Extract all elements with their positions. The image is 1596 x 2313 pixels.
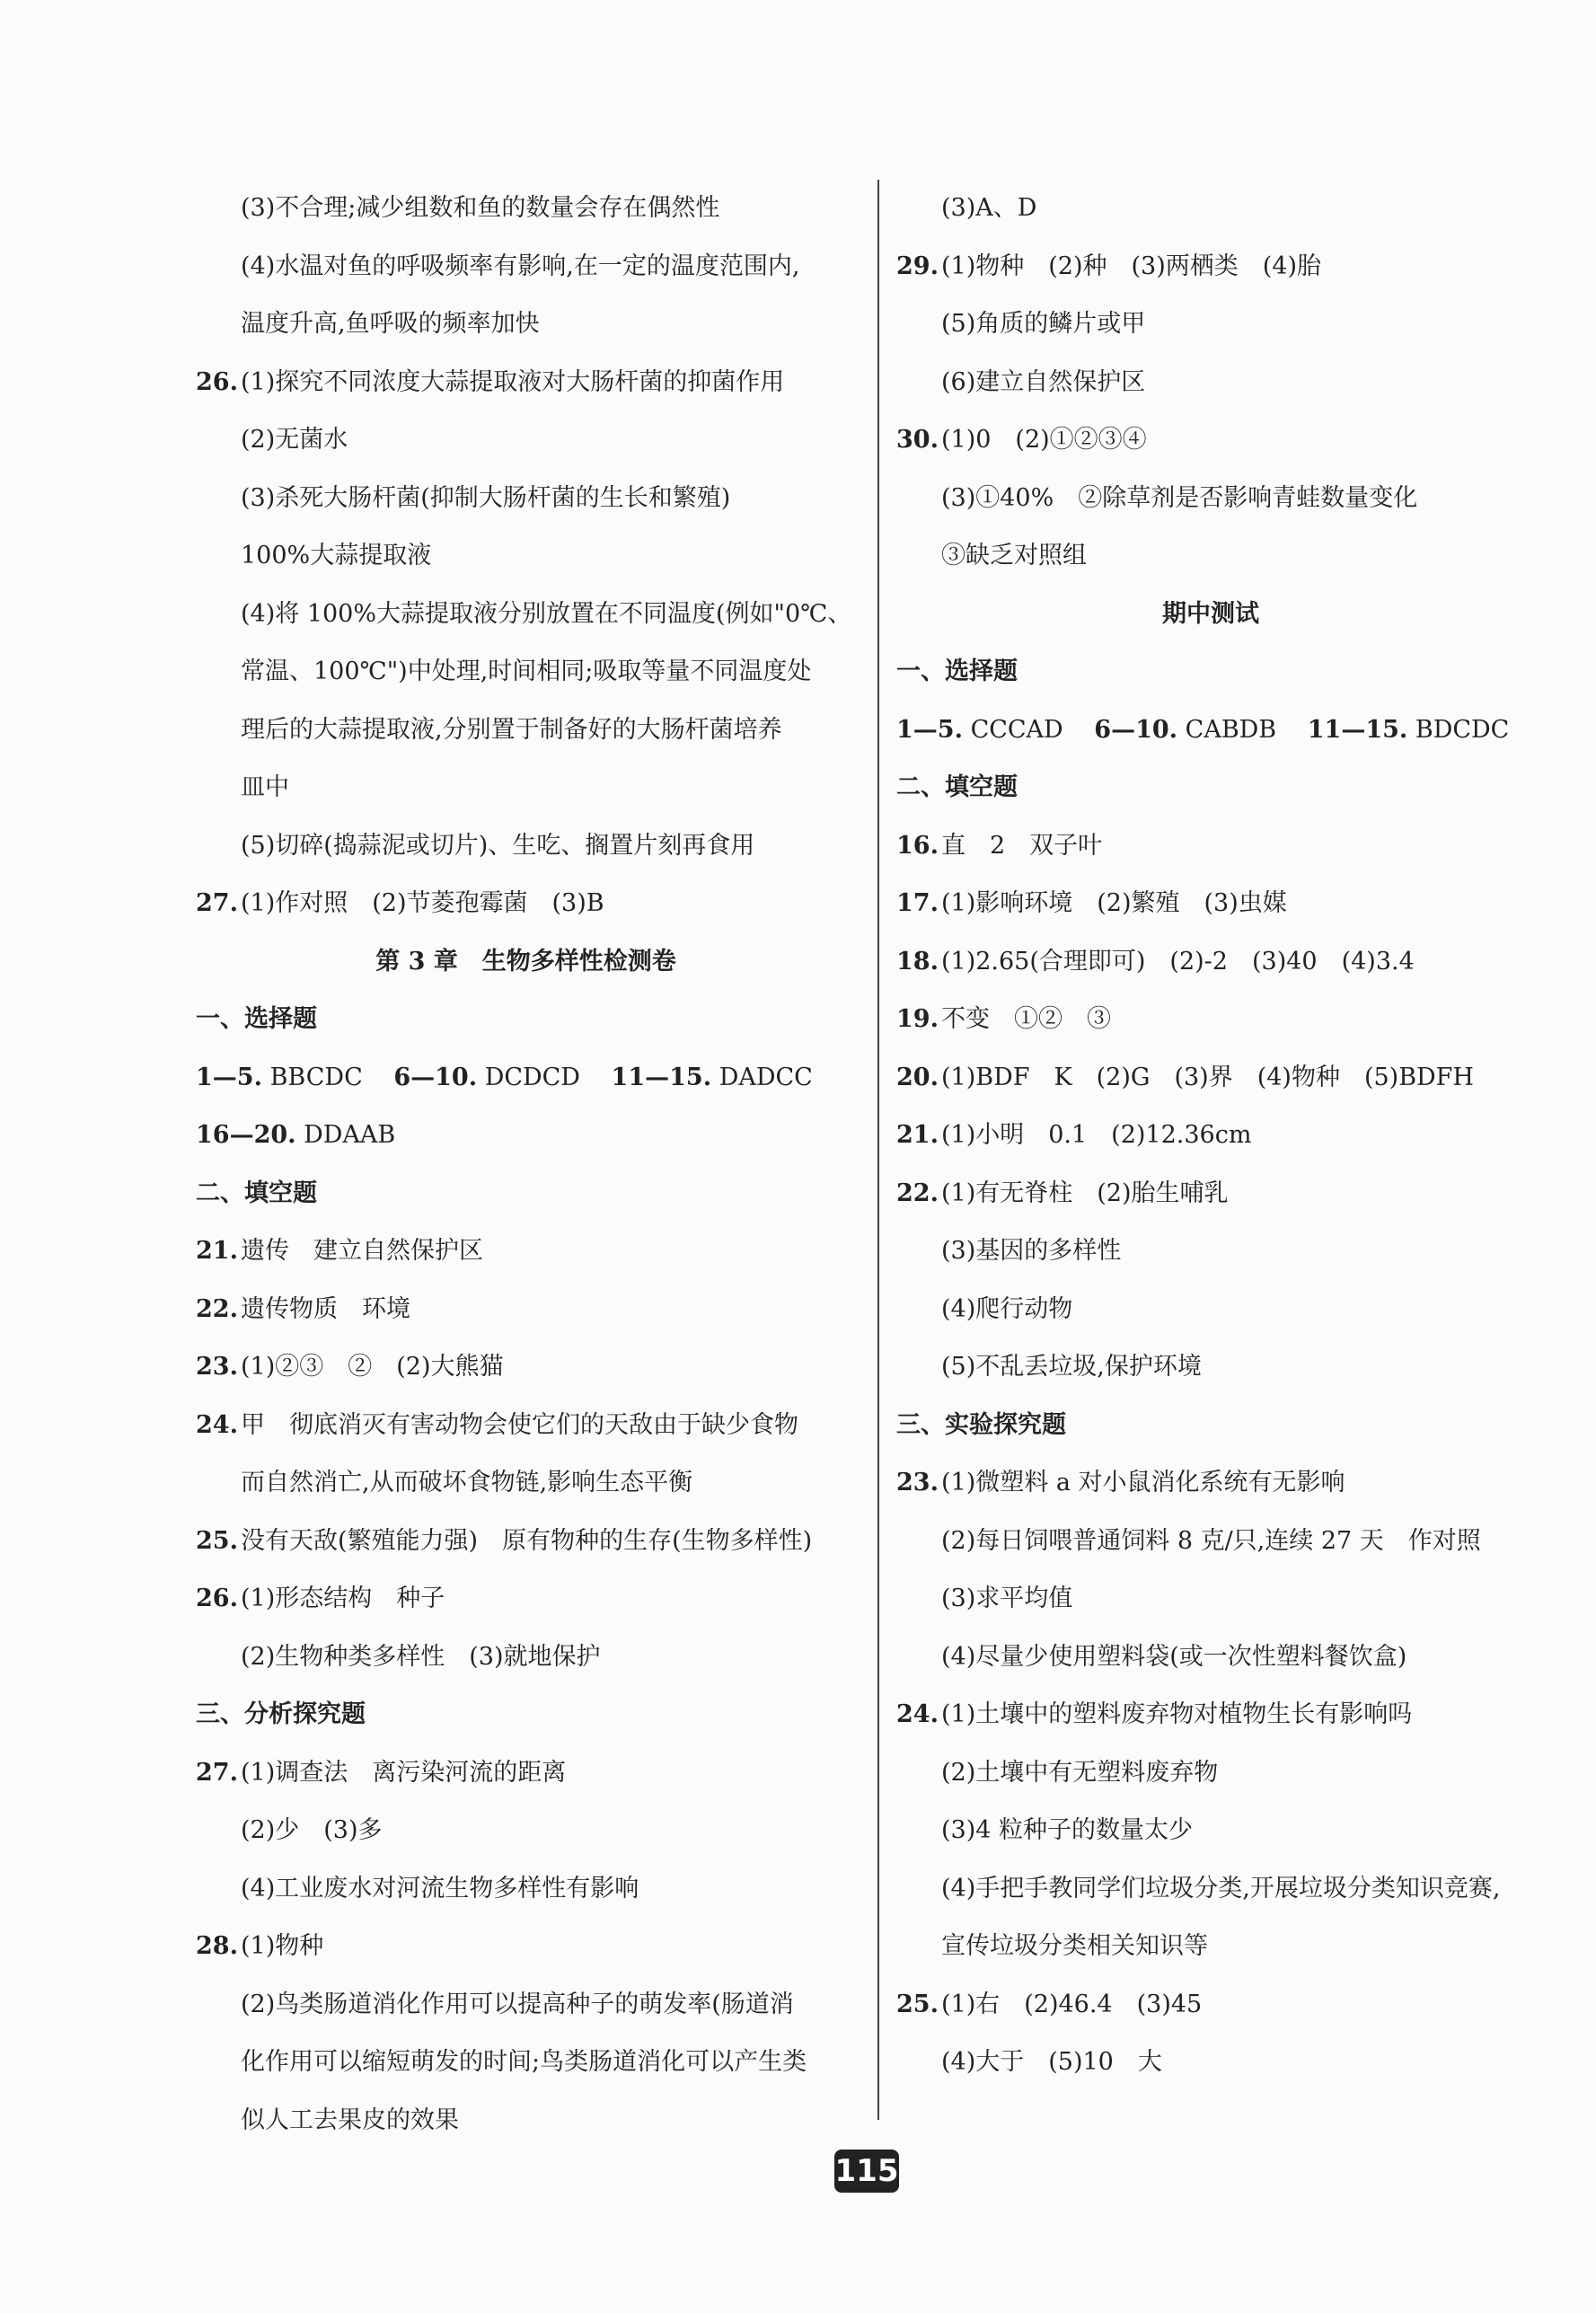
answer-16 bbox=[896, 817, 1525, 876]
answer-text: (1)物种 bbox=[241, 1932, 324, 1960]
question-number: 24. bbox=[196, 1410, 238, 1439]
answer-18 bbox=[896, 933, 1525, 992]
answer-text: (1)调查法 离污染河流的距离 bbox=[241, 1758, 567, 1787]
right-column bbox=[896, 180, 1525, 2092]
answer-23 bbox=[196, 1338, 856, 1397]
answer-text: 遗传物质 环境 bbox=[241, 1294, 410, 1323]
choice-values: BDCDC bbox=[1415, 715, 1510, 744]
answer-line: 理后的大蒜提取液,分别置于制备好的大肠杆菌培养 bbox=[241, 715, 782, 744]
answer-20 bbox=[896, 1049, 1525, 1108]
answer-line: (3)①40% ②除草剂是否影响青蛙数量变化 bbox=[941, 483, 1418, 512]
page-number: 115 bbox=[834, 2150, 899, 2193]
answer-line: 常温、100℃")中处理,时间相同;吸取等量不同温度处 bbox=[241, 658, 812, 685]
answer-text: (1)作对照 (2)节菱孢霉菌 (3)B bbox=[241, 889, 604, 917]
question-number: 25. bbox=[196, 1526, 238, 1555]
choice-values: CABDB bbox=[1185, 715, 1277, 744]
answer-line: (4)将 100%大蒜提取液分别放置在不同温度(例如"0℃、 bbox=[241, 599, 852, 628]
question-number: 23. bbox=[196, 1353, 238, 1381]
answer-29 bbox=[896, 238, 1525, 296]
answer-19 bbox=[896, 991, 1525, 1049]
answer-line: (2)每日饲喂普通饲料 8 克/只,连续 27 天 作对照 bbox=[941, 1526, 1481, 1555]
question-number: 30. bbox=[896, 426, 939, 454]
answer-line: (2)无菌水 bbox=[241, 426, 348, 454]
answer-text: 没有天敌(繁殖能力强) 原有物种的生存(生物多样性) bbox=[241, 1526, 813, 1555]
column-divider bbox=[877, 180, 879, 2120]
choice-range: 11—15. bbox=[1307, 715, 1408, 744]
chapter-title: 第 3 章 生物多样性检测卷 bbox=[375, 947, 676, 976]
answer-text: (1)微塑料 a 对小鼠消化系统有无影响 bbox=[941, 1469, 1345, 1496]
answer-22 bbox=[896, 1165, 1525, 1223]
answer-line: (3)基因的多样性 bbox=[941, 1237, 1122, 1265]
answer-line: 宣传垃圾分类相关知识等 bbox=[941, 1932, 1208, 1960]
question-number: 28. bbox=[196, 1932, 238, 1960]
answer-24 bbox=[196, 1397, 856, 1455]
answer-24 bbox=[896, 1686, 1525, 1744]
question-number: 27. bbox=[196, 1758, 238, 1787]
choice-values: DCDCD bbox=[484, 1063, 580, 1091]
answer-line: (3)4 粒种子的数量太少 bbox=[941, 1816, 1194, 1844]
answer-line: 似人工去果皮的效果 bbox=[241, 2106, 459, 2134]
answer-text: (1)右 (2)46.4 (3)45 bbox=[941, 1990, 1203, 2018]
answer-17 bbox=[896, 875, 1525, 933]
answer-line: (2)生物种类多样性 (3)就地保护 bbox=[241, 1642, 601, 1671]
answer-27 bbox=[196, 1744, 856, 1803]
choice-range: 11—15. bbox=[611, 1063, 712, 1091]
answer-25 bbox=[196, 1513, 856, 1571]
answer-line: (4)大于 (5)10 大 bbox=[941, 2048, 1162, 2076]
question-number: 19. bbox=[896, 1005, 939, 1033]
question-number: 17. bbox=[896, 889, 939, 917]
answer-text: (1)0 (2)①②③④ bbox=[941, 426, 1147, 454]
answer-line: (4)尽量少使用塑料袋(或一次性塑料餐饮盒) bbox=[941, 1642, 1407, 1671]
answer-line: (3)A、D bbox=[941, 194, 1037, 222]
answer-text: (1)有无脊柱 (2)胎生哺乳 bbox=[941, 1179, 1229, 1207]
answer-line: (2)鸟类肠道消化作用可以提高种子的萌发率(肠道消 bbox=[241, 1990, 794, 2018]
choice-range: 6—10. bbox=[393, 1063, 478, 1091]
answer-text: 直 2 双子叶 bbox=[941, 831, 1103, 860]
answer-27 bbox=[196, 875, 856, 933]
answer-line: 100%大蒜提取液 bbox=[241, 542, 432, 569]
answer-22 bbox=[196, 1281, 856, 1339]
answer-21 bbox=[196, 1223, 856, 1281]
answer-line: 温度升高,鱼呼吸的频率加快 bbox=[241, 310, 540, 338]
answer-30 bbox=[896, 411, 1525, 470]
answer-line: (4)爬行动物 bbox=[941, 1294, 1073, 1323]
answer-26 bbox=[196, 354, 856, 412]
answer-line: (4)工业废水对河流生物多样性有影响 bbox=[241, 1874, 639, 1902]
answer-text: (1)土壤中的塑料废弃物对植物生长有影响吗 bbox=[941, 1700, 1413, 1728]
answer-text: 遗传 建立自然保护区 bbox=[241, 1237, 483, 1265]
question-number: 29. bbox=[896, 252, 939, 280]
question-number: 24. bbox=[896, 1700, 939, 1728]
section-heading: 三、分析探究题 bbox=[196, 1700, 366, 1728]
choice-answers-row bbox=[196, 1049, 856, 1108]
answer-line: (5)角质的鳞片或甲 bbox=[941, 310, 1146, 338]
section-heading: 一、选择题 bbox=[896, 658, 1018, 685]
section-heading: 二、填空题 bbox=[896, 773, 1018, 801]
section-heading: 二、填空题 bbox=[196, 1179, 317, 1207]
choice-range: 16—20. bbox=[196, 1121, 296, 1149]
answer-line: 皿中 bbox=[241, 773, 289, 801]
question-number: 25. bbox=[896, 1990, 939, 2018]
answer-line: 而自然消亡,从而破坏食物链,影响生态平衡 bbox=[241, 1469, 693, 1496]
answer-28 bbox=[196, 1918, 856, 1976]
choice-answers-row bbox=[896, 702, 1525, 760]
answer-text: (1)物种 (2)种 (3)两栖类 (4)胎 bbox=[941, 252, 1321, 280]
question-number: 21. bbox=[896, 1121, 939, 1149]
question-number: 22. bbox=[896, 1179, 939, 1207]
answer-26 bbox=[196, 1570, 856, 1629]
answer-text: 甲 彻底消灭有害动物会使它们的天敌由于缺少食物 bbox=[241, 1410, 798, 1439]
section-heading: 一、选择题 bbox=[196, 1005, 317, 1033]
answer-23 bbox=[896, 1454, 1525, 1513]
choice-values: DDAAB bbox=[304, 1121, 396, 1149]
question-number: 26. bbox=[196, 1585, 238, 1612]
choice-values: BBCDC bbox=[269, 1063, 363, 1091]
answer-line: 化作用可以缩短萌发的时间;鸟类肠道消化可以产生类 bbox=[241, 2048, 807, 2076]
choice-values: CCCAD bbox=[970, 715, 1063, 744]
section-heading: 三、实验探究题 bbox=[896, 1410, 1066, 1439]
midterm-title: 期中测试 bbox=[1162, 599, 1259, 628]
question-number: 18. bbox=[896, 947, 939, 976]
question-number: 21. bbox=[196, 1237, 238, 1265]
left-column bbox=[196, 180, 856, 2150]
question-number: 26. bbox=[196, 367, 238, 396]
question-number: 16. bbox=[896, 831, 939, 860]
choice-values: DADCC bbox=[719, 1063, 813, 1091]
answer-line: ③缺乏对照组 bbox=[941, 542, 1087, 569]
answer-21 bbox=[896, 1107, 1525, 1165]
answer-line: (2)土壤中有无塑料废弃物 bbox=[941, 1758, 1219, 1787]
answer-line: (4)水温对鱼的呼吸频率有影响,在一定的温度范围内, bbox=[241, 252, 800, 280]
answer-text: (1)小明 0.1 (2)12.36cm bbox=[941, 1121, 1252, 1149]
answer-line: (6)建立自然保护区 bbox=[941, 367, 1146, 396]
answer-line: (2)少 (3)多 bbox=[241, 1816, 383, 1844]
answer-text: (1)2.65(合理即可) (2)-2 (3)40 (4)3.4 bbox=[941, 947, 1415, 976]
question-number: 20. bbox=[896, 1063, 939, 1091]
answer-line: (5)切碎(捣蒜泥或切片)、生吃、搁置片刻再食用 bbox=[241, 831, 755, 860]
choice-range: 6—10. bbox=[1094, 715, 1178, 744]
answer-text: (1)BDF K (2)G (3)界 (4)物种 (5)BDFH bbox=[941, 1063, 1474, 1091]
answer-line: (4)手把手教同学们垃圾分类,开展垃圾分类知识竞赛, bbox=[941, 1874, 1501, 1902]
choice-range: 1—5. bbox=[196, 1063, 262, 1091]
answer-line: (3)求平均值 bbox=[941, 1585, 1073, 1612]
question-number: 22. bbox=[196, 1294, 238, 1323]
choice-range: 1—5. bbox=[896, 715, 963, 744]
answer-text: (1)形态结构 种子 bbox=[241, 1585, 445, 1612]
answer-25 bbox=[896, 1976, 1525, 2035]
choice-answers-row bbox=[196, 1107, 856, 1165]
answer-text: (1)影响环境 (2)繁殖 (3)虫媒 bbox=[941, 889, 1287, 917]
answer-line: (5)不乱丢垃圾,保护环境 bbox=[941, 1353, 1202, 1381]
answer-text: 不变 ①② ③ bbox=[941, 1005, 1111, 1033]
question-number: 27. bbox=[196, 889, 238, 917]
question-number: 23. bbox=[896, 1469, 939, 1496]
answer-text: (1)②③ ② (2)大熊猫 bbox=[241, 1353, 504, 1381]
answer-text: (1)探究不同浓度大蒜提取液对大肠杆菌的抑菌作用 bbox=[241, 367, 785, 396]
answer-line: (3)不合理;减少组数和鱼的数量会存在偶然性 bbox=[241, 194, 720, 222]
answer-line: (3)杀死大肠杆菌(抑制大肠杆菌的生长和繁殖) bbox=[241, 483, 731, 512]
